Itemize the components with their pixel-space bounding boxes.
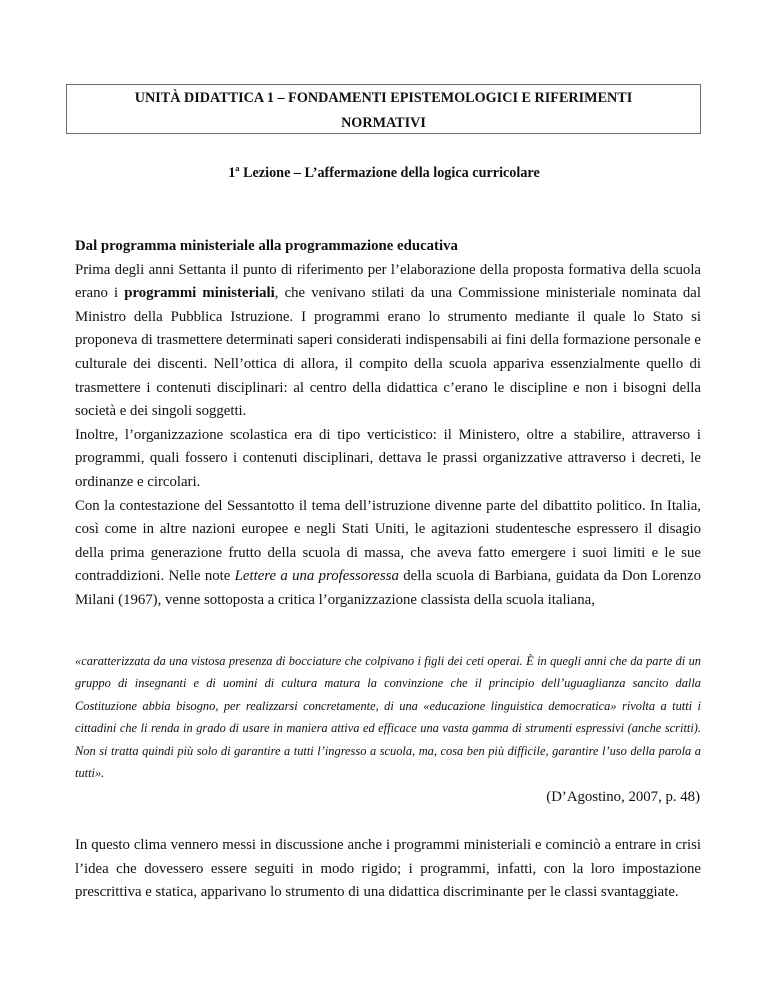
lesson-number-superscript: a	[235, 163, 240, 173]
lesson-number: 1	[228, 165, 236, 181]
quote-citation: (D’Agostino, 2007, p. 48)	[546, 789, 700, 805]
unit-title-line-2: NORMATIVI	[341, 115, 426, 131]
paragraph-1-text-a: Prima degli anni Settanta il punto di riferimento per l’elaborazione della proposta formativa della scuola erano i	[75, 261, 701, 302]
paragraph-2: Inoltre, l’organizzazione scolastica era di tipo verticistico: il Ministero, oltre a stabilire, attraverso i programmi, quali fossero i contenuti disciplinari, dettava le prassi organizzative attraverso i decreti, le ordinanze e circolari.	[75, 426, 701, 490]
lesson-title-text: Lezione – L’affermazione della logica curricolare	[239, 165, 540, 181]
block-quote-text: «caratterizzata da una vistosa presenza di bocciature che colpivano i figli dei ceti operai. È in quegli anni che da parte di un gruppo di insegnanti e di uomini di cultura matura la convinzione che il principio dell’uguaglianza sancito dalla Costituzione abbia bisogno, per realizzarsi concretamente, di una «educazione linguistica democratica» rivolta a tutti i cittadini che li renda in grado di usare in maniera attiva ed efficace una vasta gamma di strumenti espressivi (anche scritti). Non si tratta quindi più solo di garantire a tutti l’ingresso a scuola, ma, cosa ben più difficile, garantire l’uso della parola a tutti».	[75, 654, 701, 781]
closing-section	[75, 834, 701, 905]
paragraph-1-bold-term: programmi ministeriali	[124, 285, 275, 302]
unit-title-box	[66, 84, 701, 134]
section-heading: Dal programma ministeriale alla programmazione educativa	[75, 238, 458, 254]
paragraph-1	[75, 259, 701, 424]
paragraph-1-text-b: , che venivano stilati da una Commissione ministeriale nominata dal Ministro della Pubblica Istruzione. I programmi erano lo strumento mediante il quale lo Stato si proponeva di trasmettere determinati saperi considerati indispensabili ai fini della formazione personale e culturale dei discenti. Nell’ottica di allora, il compito della scuola appariva essenzialmente quello di trasmettere i contenuti disciplinari: al centro della didattica c’erano le discipline e non i bisogni della società e dei singoli soggetti.	[75, 285, 701, 420]
paragraph-3-book-title: Lettere a una professoressa	[234, 568, 399, 585]
main-section	[75, 235, 701, 613]
unit-title-line-1: UNITÀ DIDATTICA 1 – FONDAMENTI EPISTEMOLOGICI E RIFERIMENTI	[134, 90, 633, 106]
paragraph-3-text-b: della scuola di Barbiana, guidata da Don Lorenzo Milani (1967), venne sottoposta a critica l’organizzazione classista della scuola italiana,	[75, 568, 701, 608]
lesson-title	[0, 163, 768, 183]
paragraph-3-text-a: Con la contestazione del Sessantotto il tema dell’istruzione divenne parte del dibattito politico. In Italia, così come in altre nazioni europee e negli Stati Uniti, le agitazioni studentesche espressero il disagio della prima generazione frutto della scuola di massa, che aveva fatto emergere i suoi limiti e le sue contraddizioni. Nelle note	[75, 497, 701, 585]
block-quote	[75, 650, 701, 784]
closing-paragraph: In questo clima vennero messi in discussione anche i programmi ministeriali e cominciò a entrare in crisi l’idea che dovessero essere seguiti in modo rigido; i programmi, infatti, con la loro impostazione prescrittiva e statica, apparivano lo strumento di una didattica discriminante per le classi svantaggiate.	[75, 837, 701, 901]
paragraph-3	[75, 495, 701, 613]
